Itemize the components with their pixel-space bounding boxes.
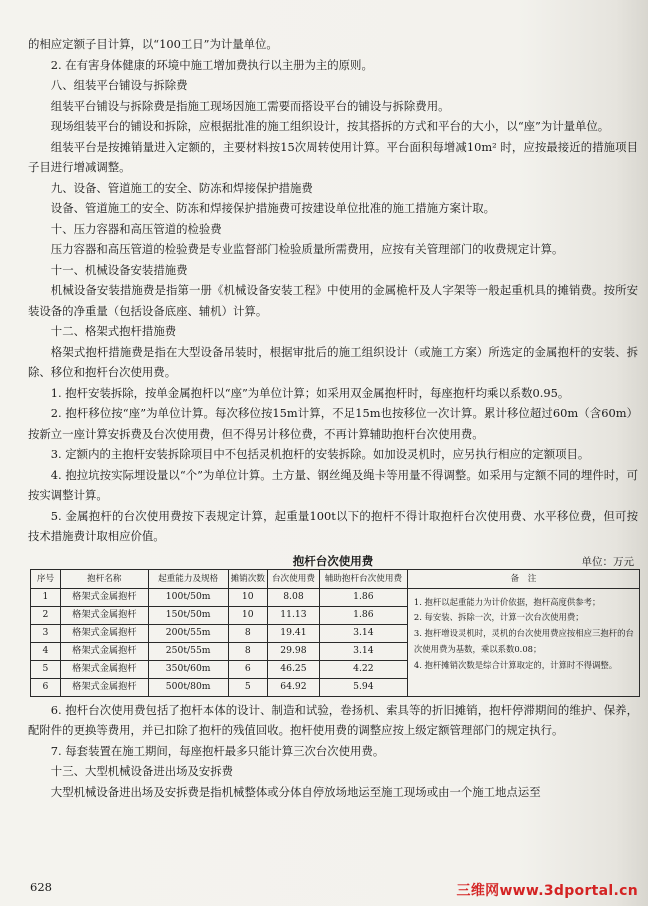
cell-aux-fee: 3.14: [319, 642, 407, 660]
table-title: 抱杆台次使用费: [292, 553, 374, 568]
cell-times: 10: [228, 588, 267, 606]
cell-aux-fee: 1.86: [319, 606, 407, 624]
cell-name: 格架式金属抱杆: [60, 678, 148, 696]
paragraph: 组装平台铺设与拆除费是指施工现场因施工需要而搭设平台的铺设与拆除费用。: [50, 98, 450, 113]
paragraph: 4. 抱拉坑按实际埋设量以“个”为单位计算。土方量、钢丝绳及绳卡等用量不得调整。如采用与定额不同的埋件时，可按实调整计算。: [28, 467, 638, 502]
paragraph: 2. 在有害身体健康的环境中施工增加费执行以主册为主的原则。: [50, 57, 373, 72]
paragraph: 设备、管道施工的安全、防冻和焊接保护措施费可按建设单位批准的施工措施方案计取。: [50, 201, 496, 215]
remark-item: 4. 抱杆摊销次数是综合计算取定的，计算时不得调整。: [413, 659, 618, 670]
table-header-row: [28, 549, 638, 569]
col-header-name: 抱杆名称: [60, 569, 148, 588]
paragraph: 十一、机械设备安装措施费: [50, 262, 188, 277]
pole-usage-fee-table: [30, 569, 640, 697]
paragraph: 组装平台是按摊销量进入定额的，主要材料按15次周转使用计算。平台面积每增减10m² 时，应按最接近的措施项目子目进行增减调整。: [28, 139, 638, 174]
cell-name: 格架式金属抱杆: [60, 606, 148, 624]
cell-spec: 150t/50m: [148, 606, 228, 624]
paragraph: 2. 抱杆移位按“座”为单位计算。每次移位按15m计算，不足15m也按移位一次计算。累计移位超过60m（含60m）按新立一座计算安拆费及台次使用费，但不得另计移位费，不再计算辅助抱杆台次使用费。: [28, 406, 638, 441]
paragraph: 的相应定额子目计算，以“100工日”为计量单位。: [28, 37, 278, 51]
remark-item: 1. 抱杆以起重能力为计价依据，抱杆高度供参考；: [413, 596, 601, 607]
paragraph: 1. 抱杆安装拆除，按单金属抱杆以“座”为单位计算；如采用双金属抱杆时，每座抱杆均乘以系数0.95。: [50, 385, 570, 400]
remark-item: 3. 抱杆增设灵机时，灵机的台次使用费应按相应三抱杆的台次使用费为基数，乘以系数0.08；: [413, 628, 634, 654]
col-header-times: 摊销次数: [228, 569, 267, 588]
cell-no: 5: [31, 660, 61, 678]
cell-name: 格架式金属抱杆: [60, 642, 148, 660]
cell-no: 1: [31, 588, 61, 606]
col-header-aux-fee: 辅助抱杆台次使用费: [319, 569, 407, 588]
paragraphs-before-table: [28, 34, 638, 547]
cell-fee: 46.25: [267, 660, 319, 678]
cell-no: 2: [31, 606, 61, 624]
table-header: [31, 569, 640, 588]
cell-aux-fee: 4.22: [319, 660, 407, 678]
cell-remarks: [407, 588, 639, 696]
cell-fee: 19.41: [267, 624, 319, 642]
cell-fee: 8.08: [267, 588, 319, 606]
cell-aux-fee: 1.86: [319, 588, 407, 606]
col-header-remarks: 备 注: [407, 569, 639, 588]
cell-spec: 200t/55m: [148, 624, 228, 642]
cell-no: 4: [31, 642, 61, 660]
paragraph: 格架式抱杆措施费是指在大型设备吊装时，根据审批后的施工组织设计（或施工方案）所选定的金属抱杆的安装、拆除、移位和抱杆台次使用费。: [28, 344, 638, 379]
paragraph: 压力容器和高压管道的检验费是专业监督部门检验质量所需费用，应按有关管理部门的收费规定计算。: [50, 242, 564, 256]
cell-times: 8: [228, 624, 267, 642]
cell-fee: 11.13: [267, 606, 319, 624]
cell-name: 格架式金属抱杆: [60, 588, 148, 606]
cell-spec: 250t/55m: [148, 642, 228, 660]
cell-aux-fee: 5.94: [319, 678, 407, 696]
paragraph: 十二、格架式抱杆措施费: [50, 324, 177, 338]
cell-spec: 500t/80m: [148, 678, 228, 696]
paragraph: 现场组装平台的铺设和拆除，应根据批准的施工组织设计，按其搭拆的方式和平台的大小，以“座”为计量单位。: [50, 119, 610, 133]
cell-times: 10: [228, 606, 267, 624]
paragraph: 5. 金属抱杆的台次使用费按下表规定计算，起重量100t以下的抱杆不得计取抱杆台次使用费、水平移位费，但可按技术措施费计取相应价值。: [28, 508, 638, 543]
table-unit: 单位：万元: [581, 555, 634, 568]
paragraph: 6. 抱杆台次使用费包括了抱杆本体的设计、制造和试验，卷扬机、索具等的折旧摊销，抱杆停滞期间的维护、保养，配附件的更换等费用，并已扣除了抱杆的残值回收。抱杆使用费的调整应按上级定额管理部门的规定执行。: [28, 702, 638, 737]
table-row: [31, 588, 640, 606]
col-header-spec: 起重能力及规格: [148, 569, 228, 588]
paragraph: 3. 定额内的主抱杆安装拆除项目中不包括灵机抱杆的安装拆除。如加设灵机时，应另执行相应的定额项目。: [50, 447, 590, 461]
cell-fee: 29.98: [267, 642, 319, 660]
cell-times: 8: [228, 642, 267, 660]
paragraph: 九、设备、管道施工的安全、防冻和焊接保护措施费: [50, 180, 313, 195]
paragraph: 八、组装平台铺设与拆除费: [50, 78, 188, 92]
paragraph: 十、压力容器和高压管道的检验费: [50, 221, 222, 236]
cell-times: 5: [228, 678, 267, 696]
paragraphs-after-table: [28, 700, 638, 803]
cell-aux-fee: 3.14: [319, 624, 407, 642]
paragraph: 机械设备安装措施费是指第一册《机械设备安装工程》中使用的金属桅杆及人字架等一般起重机具的摊销费。按所安装设备的净重量（包括设备底座、辅机）计算。: [28, 283, 638, 318]
paragraph: 7. 每套装置在施工期间，每座抱杆最多只能计算三次台次使用费。: [50, 743, 385, 758]
cell-no: 6: [31, 678, 61, 696]
document-body: [28, 34, 638, 802]
col-header-fee: 台次使用费: [267, 569, 319, 588]
cell-no: 3: [31, 624, 61, 642]
cell-times: 6: [228, 660, 267, 678]
cell-spec: 100t/50m: [148, 588, 228, 606]
col-header-no: 序号: [31, 569, 61, 588]
site-watermark: 三维网www.3dportal.cn: [456, 883, 638, 899]
page-number: 628: [30, 880, 52, 894]
cell-name: 格架式金属抱杆: [60, 624, 148, 642]
cell-spec: 350t/60m: [148, 660, 228, 678]
cell-name: 格架式金属抱杆: [60, 660, 148, 678]
paragraph: 十三、大型机械设备进出场及安拆费: [50, 764, 234, 778]
remark-item: 2. 每安装、拆除一次，计算一次台次使用费；: [413, 612, 584, 623]
paragraph: 大型机械设备进出场及安拆费是指机械整体或分体自停放场地运至施工现场或由一个施工地点运至: [50, 784, 541, 799]
cell-fee: 64.92: [267, 678, 319, 696]
